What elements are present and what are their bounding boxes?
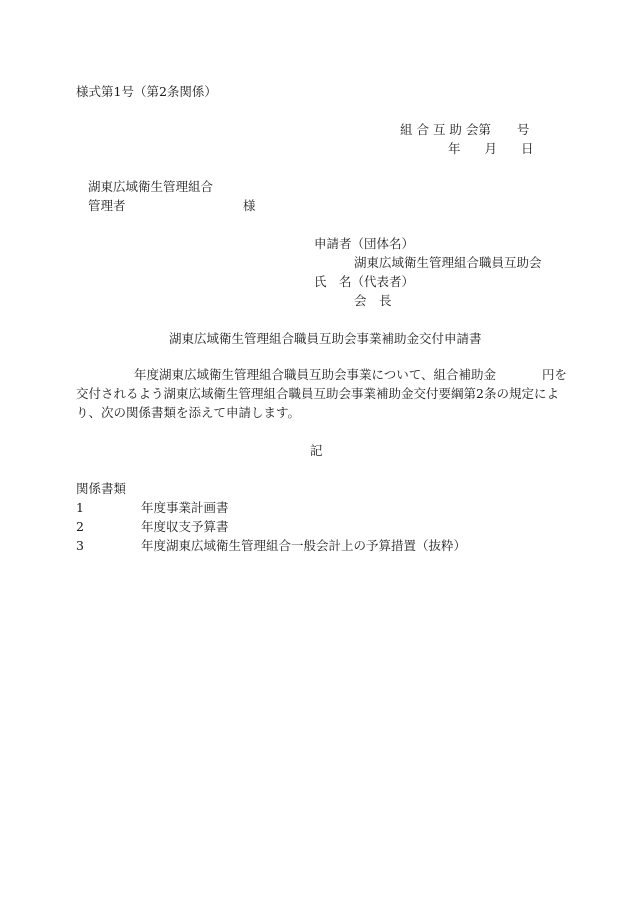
representative-label: 氏 名（代表者）	[314, 274, 415, 289]
document-title: 湖東広域衛生管理組合職員互助会事業補助金交付申請書	[169, 331, 482, 346]
related-documents-heading: 関係書類	[76, 481, 127, 496]
date-day: 日	[521, 141, 534, 156]
date-year: 年	[448, 141, 461, 156]
list-item-number: 1	[76, 500, 84, 515]
reference-go: 号	[516, 122, 530, 137]
body-line-1-yen: 円を	[542, 367, 568, 382]
body-line-3: り、次の関係書類を添えて申請します。	[76, 405, 301, 420]
applicant-name: 湖東広域衛生管理組合職員互助会	[354, 255, 542, 270]
body-line-1	[76, 365, 568, 384]
addressee-honorific: 様	[243, 198, 256, 213]
body-paragraph	[76, 365, 568, 422]
addressee-title: 管理者	[88, 198, 126, 213]
list-item-text: 年度事業計画書	[141, 500, 229, 515]
date-line	[448, 143, 534, 156]
list-item	[76, 502, 466, 521]
body-line-2: 交付されるよう湖東広域衛生管理組合職員互助会事業補助金交付要綱第2条の規定によ	[76, 386, 559, 401]
representative-value: 会 長	[354, 293, 392, 308]
list-item-number: 2	[76, 519, 84, 534]
applicant-label: 申請者（団体名）	[314, 236, 415, 251]
form-number: 様式第1号（第2条関係）	[76, 84, 217, 99]
list-item-number: 3	[76, 538, 84, 553]
addressee-organization: 湖東広域衛生管理組合	[88, 179, 214, 194]
related-documents-list	[76, 502, 466, 559]
reference-number	[400, 124, 529, 137]
list-item-text: 年度収支予算書	[141, 519, 229, 534]
body-line-1-text: 年度湖東広域衛生管理組合職員互助会事業について、組合補助金	[134, 367, 497, 382]
list-item-text: 年度湖東広域衛生管理組合一般会計上の予算措置（抜粋）	[141, 538, 467, 553]
list-item	[76, 540, 466, 559]
date-month: 月	[484, 141, 498, 156]
reference-prefix: 組 合 互 助 会第	[400, 122, 491, 137]
ki-marker: 記	[310, 443, 323, 458]
